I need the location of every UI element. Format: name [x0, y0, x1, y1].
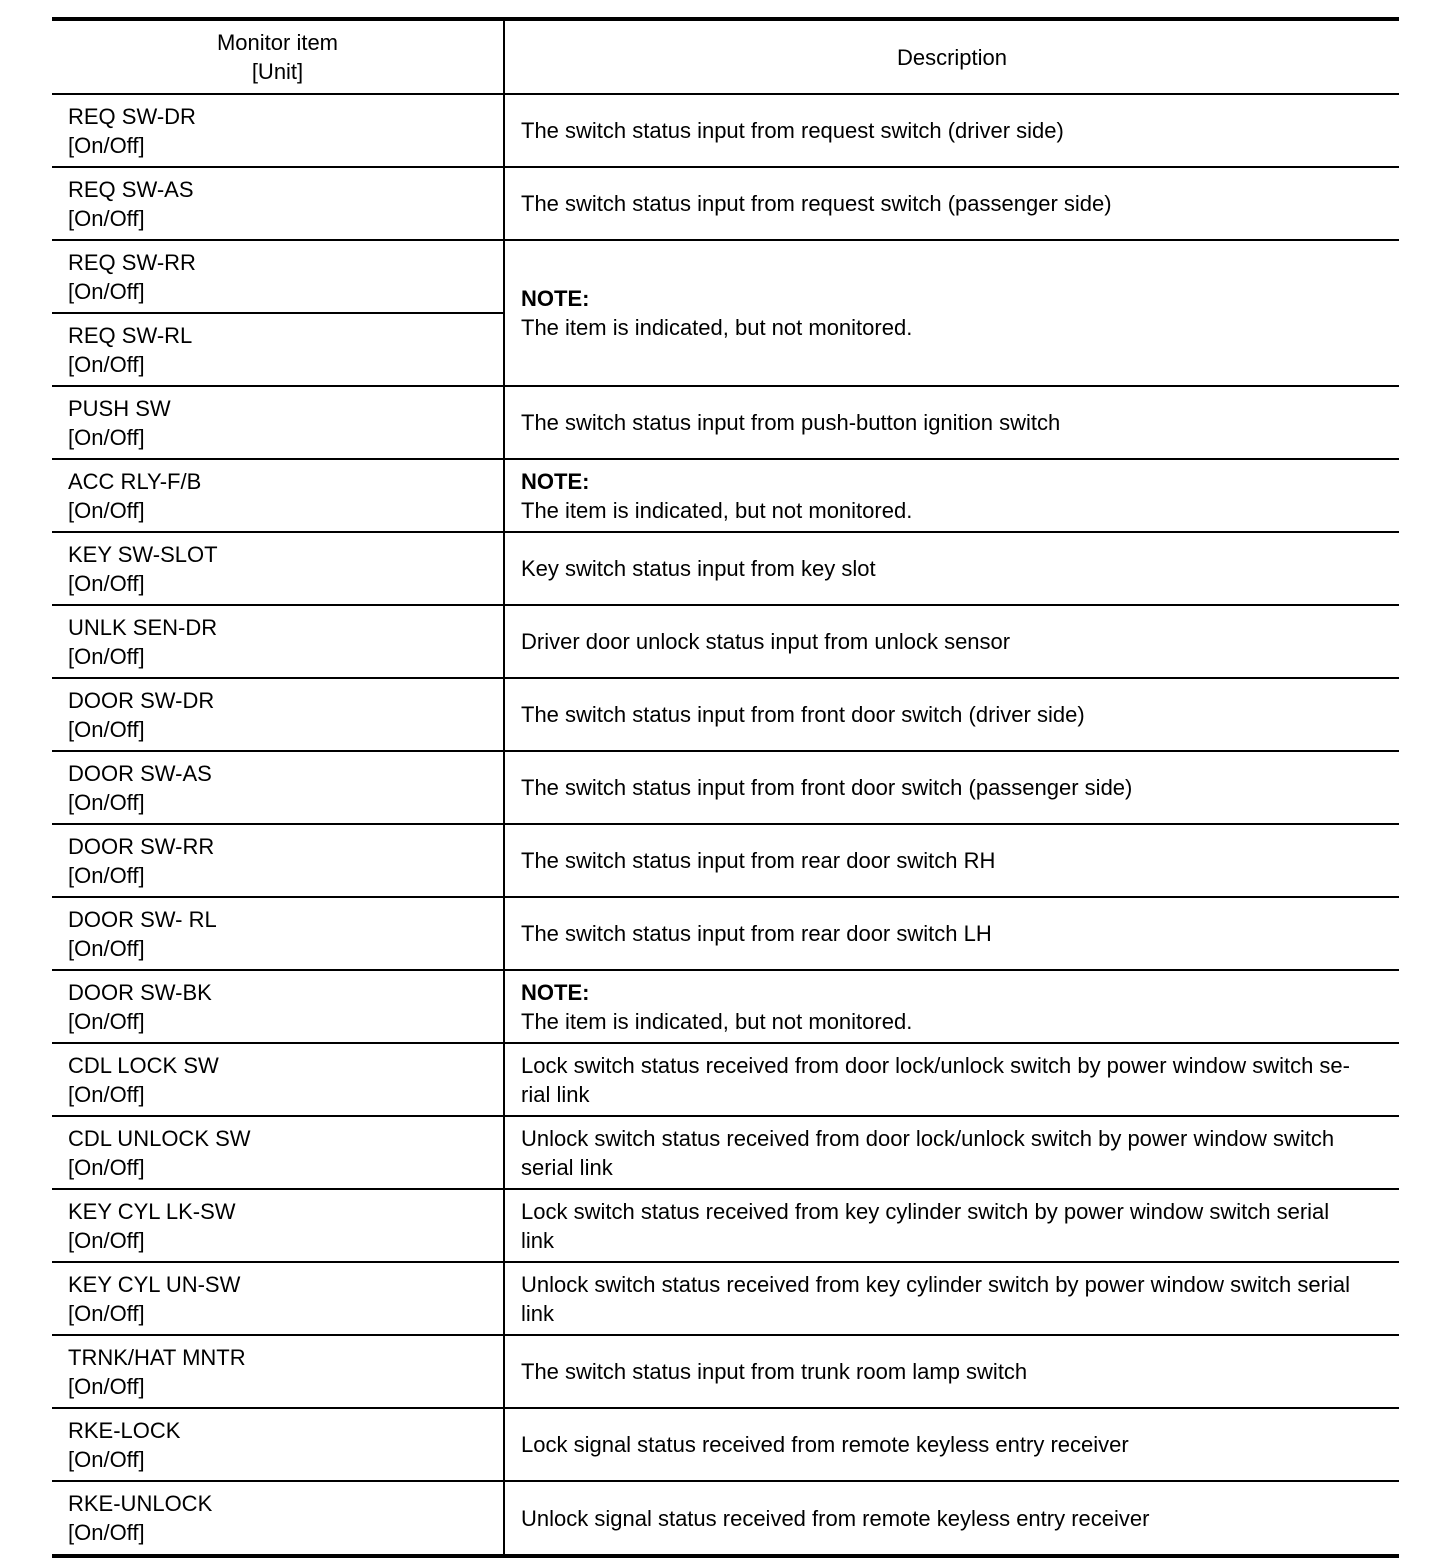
- monitor-item-unit: [On/Off]: [68, 497, 145, 523]
- monitor-item-cell: [52, 678, 504, 751]
- description-cell: Key switch status input from key slot: [504, 532, 1399, 605]
- description-cell: The switch status input from request switch (passenger side): [504, 167, 1399, 240]
- monitor-item-name: REQ SW-RR: [68, 249, 196, 275]
- description-cell: The switch status input from trunk room lamp switch: [504, 1335, 1399, 1408]
- description-line: rial link: [521, 1081, 590, 1107]
- note-text: The item is indicated, but not monitored.: [521, 315, 913, 340]
- description-cell: [504, 1189, 1399, 1262]
- monitor-item-name: KEY CYL UN-SW: [68, 1271, 241, 1297]
- monitor-item-name: DOOR SW-DR: [68, 687, 215, 713]
- monitor-item-unit: [On/Off]: [68, 1227, 145, 1253]
- monitor-item-unit: [On/Off]: [68, 1520, 145, 1545]
- monitor-item-unit: [On/Off]: [68, 1300, 145, 1326]
- description-line: serial link: [521, 1154, 613, 1180]
- table-row: [52, 1335, 1399, 1408]
- monitor-item-cell: [52, 313, 504, 386]
- monitor-item-name: UNLK SEN-DR: [68, 614, 218, 640]
- table-row: [52, 970, 1399, 1043]
- table-row: [52, 459, 1399, 532]
- monitor-item-name: REQ SW-AS: [68, 176, 194, 202]
- monitor-item-cell: [52, 1043, 504, 1116]
- table-row: [52, 751, 1399, 824]
- monitor-item-unit: [On/Off]: [68, 278, 145, 304]
- monitor-item-cell: [52, 240, 504, 313]
- header-description: Description: [504, 19, 1399, 94]
- table-header-row: [52, 19, 1399, 94]
- monitor-item-cell: [52, 386, 504, 459]
- description-cell-note: [504, 459, 1399, 532]
- note-label: NOTE:: [521, 979, 590, 1005]
- monitor-item-table: [52, 17, 1399, 1558]
- note-text: The item is indicated, but not monitored.: [521, 1008, 913, 1034]
- monitor-item-unit: [On/Off]: [68, 1081, 145, 1107]
- description-line: link: [521, 1227, 555, 1253]
- table-row: [52, 605, 1399, 678]
- monitor-item-name: RKE-UNLOCK: [68, 1491, 213, 1516]
- monitor-item-unit: [On/Off]: [68, 1446, 145, 1472]
- monitor-item-name: DOOR SW-RR: [68, 833, 215, 859]
- monitor-item-cell: [52, 167, 504, 240]
- description-cell: [504, 1116, 1399, 1189]
- description-line: Unlock switch status received from door lock/unlock switch by power window switch: [521, 1125, 1335, 1151]
- monitor-item-unit: [On/Off]: [68, 570, 145, 596]
- monitor-item-unit: [On/Off]: [68, 643, 145, 669]
- monitor-item-unit: [On/Off]: [68, 205, 145, 231]
- monitor-item-name: REQ SW-RL: [68, 322, 193, 348]
- monitor-item-cell: [52, 94, 504, 167]
- monitor-item-name: CDL UNLOCK SW: [68, 1125, 251, 1151]
- monitor-item-cell: [52, 1116, 504, 1189]
- description-cell: The switch status input from request switch (driver side): [504, 94, 1399, 167]
- monitor-item-name: TRNK/HAT MNTR: [68, 1344, 246, 1370]
- monitor-item-cell: [52, 1335, 504, 1408]
- monitor-item-unit: [On/Off]: [68, 1154, 145, 1180]
- description-cell: [504, 1262, 1399, 1335]
- table-row: [52, 240, 1399, 313]
- monitor-item-cell: [52, 1408, 504, 1481]
- monitor-item-name: DOOR SW-BK: [68, 979, 212, 1005]
- table-row: [52, 1043, 1399, 1116]
- monitor-item-name: PUSH SW: [68, 395, 171, 421]
- monitor-item-name: ACC RLY-F/B: [68, 468, 202, 494]
- monitor-item-cell: [52, 532, 504, 605]
- monitor-item-unit: [On/Off]: [68, 424, 145, 450]
- header-unit-label: [Unit]: [251, 59, 304, 84]
- description-line: Lock switch status received from door lock/unlock switch by power window switch se-: [521, 1052, 1350, 1078]
- description-cell-note: [504, 240, 1399, 386]
- monitor-item-cell: [52, 751, 504, 824]
- monitor-item-unit: [On/Off]: [68, 716, 145, 742]
- monitor-item-cell: [52, 605, 504, 678]
- table-row: [52, 532, 1399, 605]
- table-row: [52, 678, 1399, 751]
- monitor-item-cell: [52, 459, 504, 532]
- table-row: [52, 1408, 1399, 1481]
- header-item-label: Monitor item: [216, 30, 339, 55]
- description-cell: The switch status input from front door switch (driver side): [504, 678, 1399, 751]
- table-row: [52, 1116, 1399, 1189]
- table-row: [52, 1262, 1399, 1335]
- monitor-item-cell: [52, 1262, 504, 1335]
- monitor-item-unit: [On/Off]: [68, 935, 145, 961]
- monitor-item-name: KEY CYL LK-SW: [68, 1198, 236, 1224]
- table-row: [52, 1481, 1399, 1556]
- monitor-item-name: RKE-LOCK: [68, 1417, 181, 1443]
- description-line: Lock switch status received from key cylinder switch by power window switch serial: [521, 1198, 1330, 1224]
- monitor-item-name: KEY SW-SLOT: [68, 541, 218, 567]
- description-cell: Unlock signal status received from remote keyless entry receiver: [521, 1505, 1150, 1531]
- description-cell: Lock signal status received from remote keyless entry receiver: [504, 1408, 1399, 1481]
- monitor-item-name: DOOR SW-AS: [68, 760, 212, 786]
- monitor-item-cell: [52, 1189, 504, 1262]
- monitor-item-cell: [52, 824, 504, 897]
- table-row: [52, 1189, 1399, 1262]
- description-cell: The switch status input from rear door switch RH: [504, 824, 1399, 897]
- table-row: [52, 897, 1399, 970]
- monitor-item-cell: [52, 1481, 504, 1556]
- description-cell: The switch status input from rear door switch LH: [504, 897, 1399, 970]
- monitor-item-name: DOOR SW- RL: [68, 906, 217, 932]
- table-row: [52, 386, 1399, 459]
- monitor-item-unit: [On/Off]: [68, 789, 145, 815]
- monitor-item-cell: [52, 897, 504, 970]
- monitor-item-unit: [On/Off]: [68, 351, 145, 377]
- description-line: Unlock switch status received from key cylinder switch by power window switch serial: [521, 1271, 1350, 1297]
- description-cell: The switch status input from push-button ignition switch: [504, 386, 1399, 459]
- note-label: NOTE:: [521, 468, 590, 494]
- description-cell: [504, 1043, 1399, 1116]
- monitor-item-unit: [On/Off]: [68, 132, 145, 158]
- monitor-item-name: CDL LOCK SW: [68, 1052, 219, 1078]
- monitor-item-cell: [52, 970, 504, 1043]
- description-cell: The switch status input from front door switch (passenger side): [504, 751, 1399, 824]
- monitor-item-unit: [On/Off]: [68, 1008, 145, 1034]
- monitor-item-name: REQ SW-DR: [68, 103, 196, 129]
- description-line: link: [521, 1300, 555, 1326]
- description-cell: Driver door unlock status input from unlock sensor: [504, 605, 1399, 678]
- table-row: [52, 824, 1399, 897]
- header-monitor-item: [52, 19, 504, 94]
- monitor-item-unit: [On/Off]: [68, 1373, 145, 1399]
- description-cell-note: [504, 970, 1399, 1043]
- note-text: The item is indicated, but not monitored.: [521, 497, 913, 523]
- note-label: NOTE:: [521, 286, 590, 311]
- table-row: [52, 94, 1399, 167]
- monitor-item-unit: [On/Off]: [68, 862, 145, 888]
- table-row: [52, 167, 1399, 240]
